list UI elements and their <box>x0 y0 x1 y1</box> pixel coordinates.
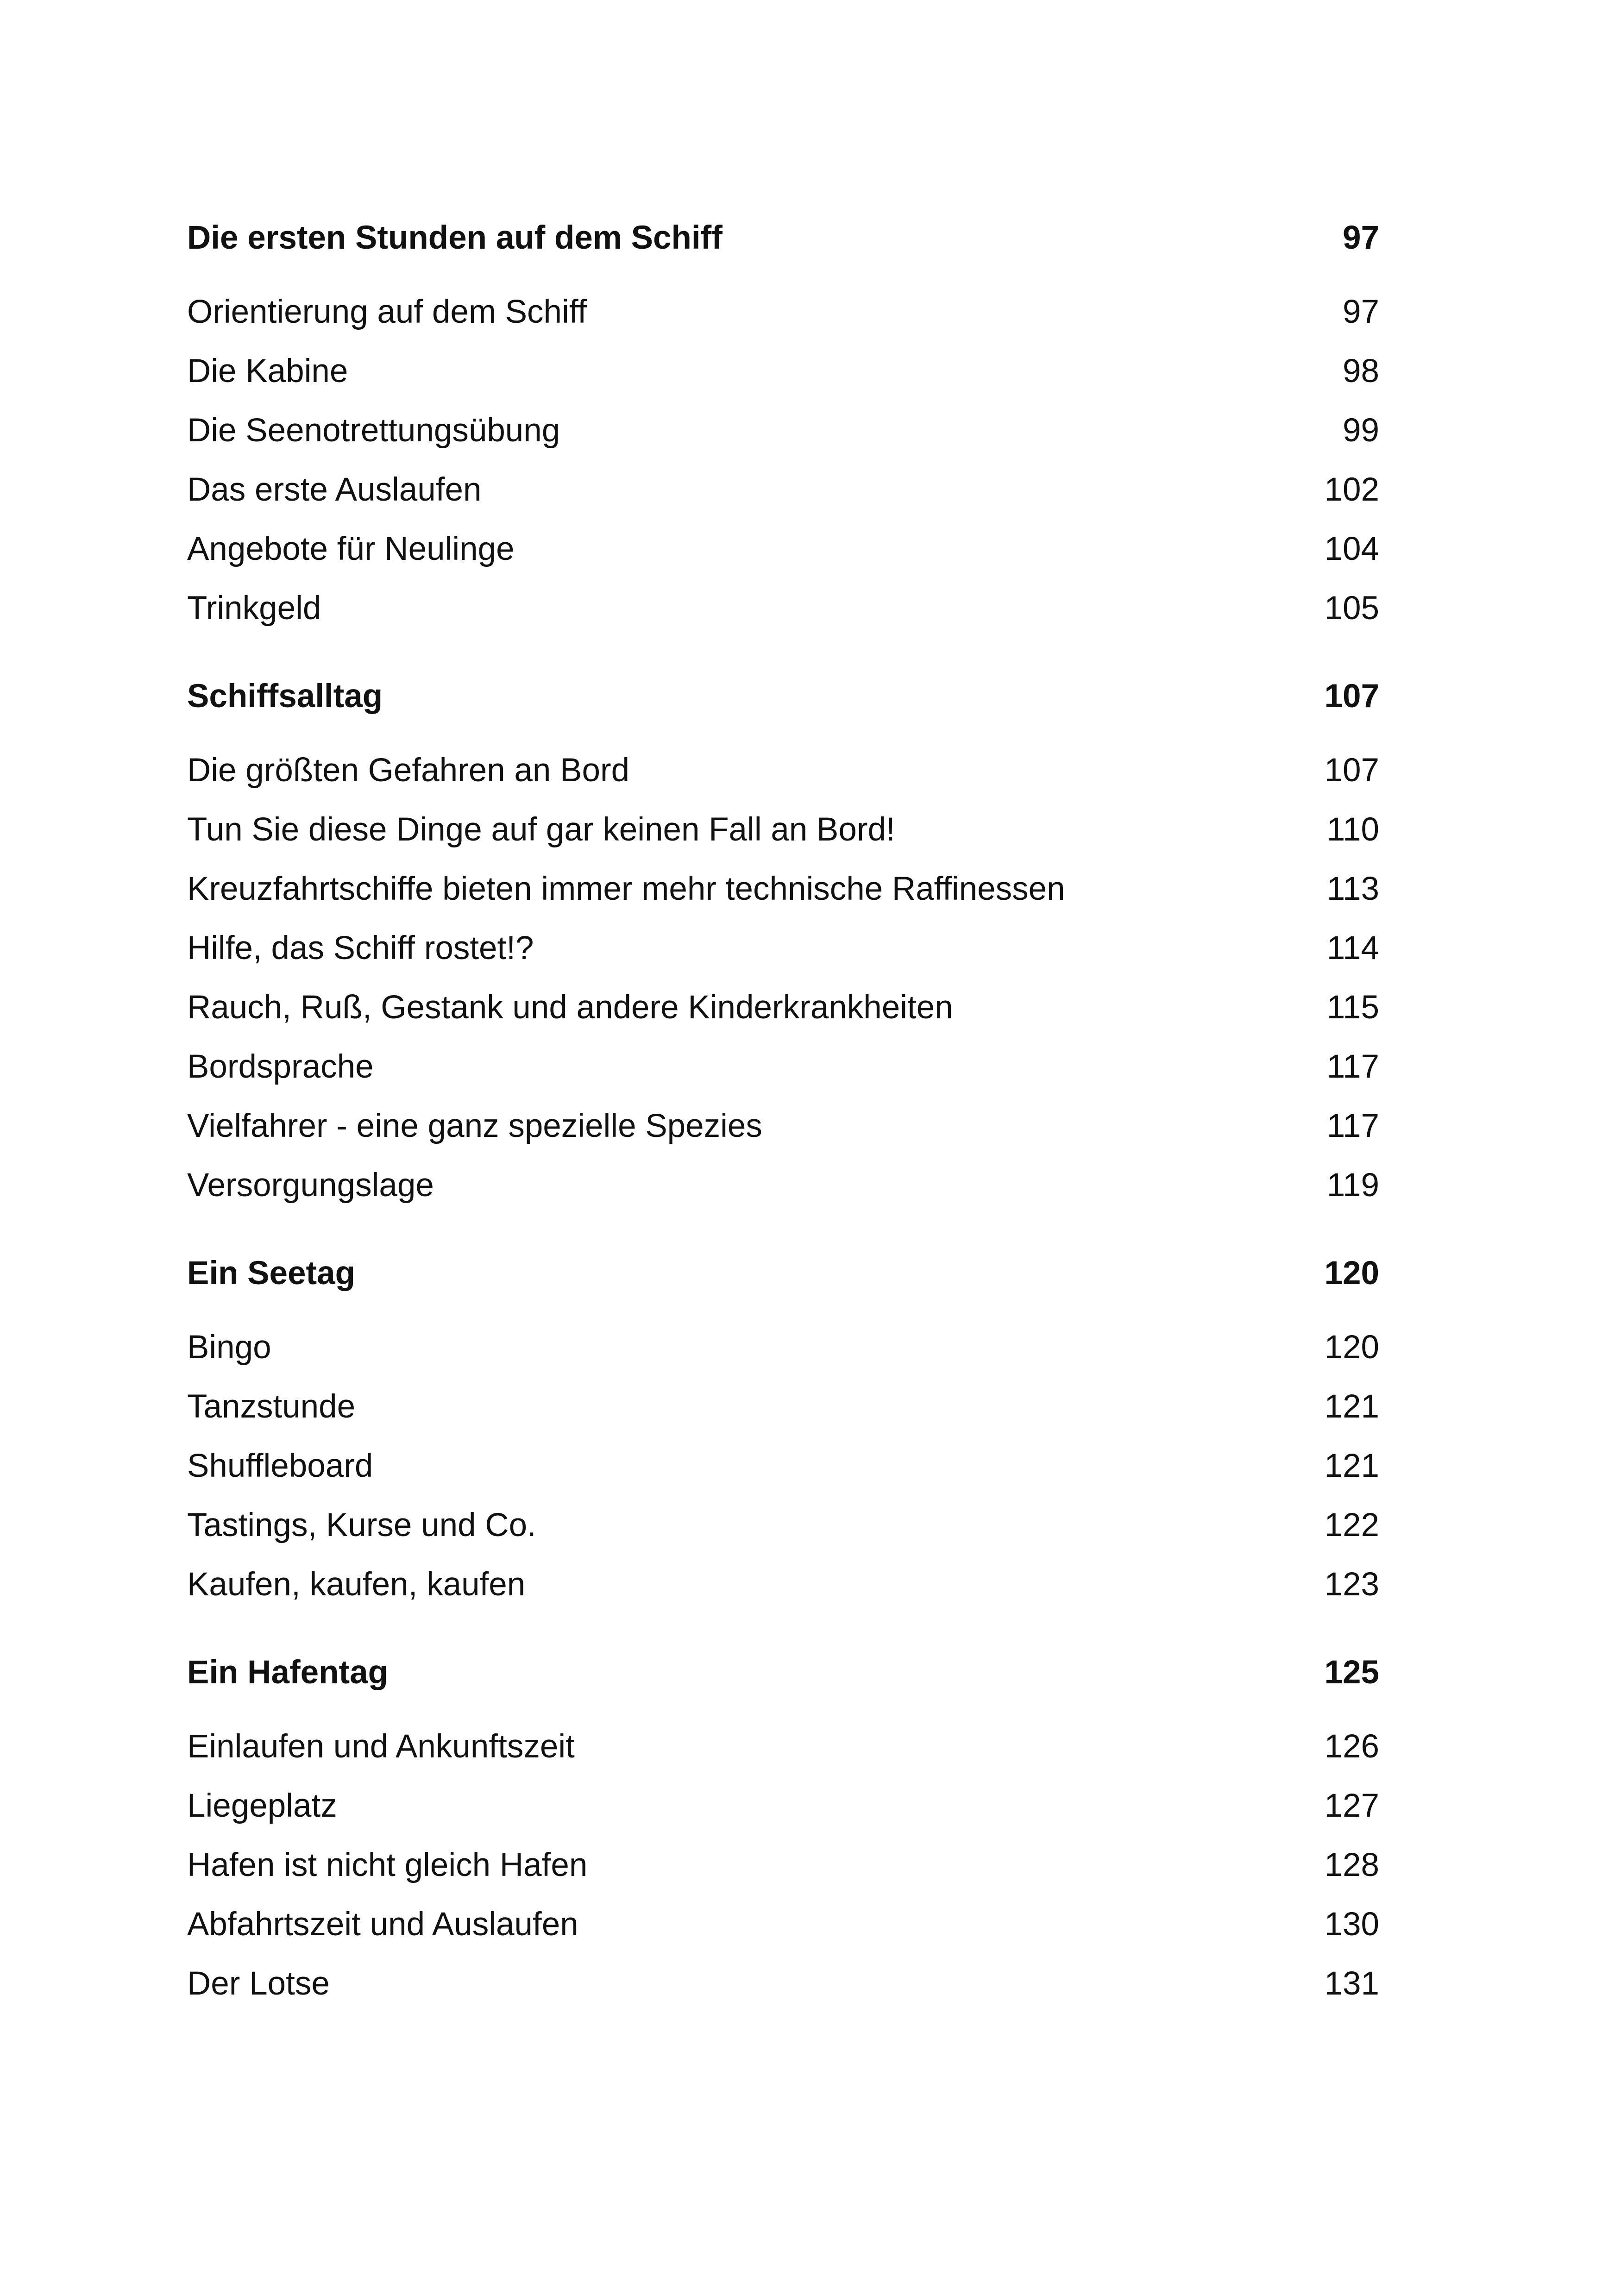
entry-page-number: 104 <box>1324 531 1379 567</box>
toc-entry <box>187 460 1379 520</box>
entry-page-number: 105 <box>1324 590 1379 627</box>
entry-page-number: 130 <box>1324 1906 1379 1943</box>
entry-title: Rauch, Ruß, Gestank und andere Kinderkrankheiten <box>187 989 953 1026</box>
toc-section <box>187 1643 1379 2014</box>
section-page-number: 120 <box>1324 1255 1379 1292</box>
entry-page-number: 120 <box>1324 1329 1379 1366</box>
toc-entry <box>187 1895 1379 1954</box>
entry-title: Kaufen, kaufen, kaufen <box>187 1566 526 1603</box>
section-title: Ein Hafentag <box>187 1654 388 1691</box>
entry-page-number: 114 <box>1326 930 1379 966</box>
entry-page-number: 122 <box>1324 1507 1379 1543</box>
entry-title: Hafen ist nicht gleich Hafen <box>187 1847 588 1883</box>
entry-page-number: 99 <box>1343 412 1379 449</box>
toc-section-heading <box>187 208 1379 268</box>
toc-entry <box>187 401 1379 460</box>
toc-entry <box>187 282 1379 342</box>
entry-title: Hilfe, das Schiff rostet!? <box>187 930 534 966</box>
entry-page-number: 98 <box>1343 353 1379 389</box>
entry-page-number: 127 <box>1324 1788 1379 1824</box>
toc-entry <box>187 1555 1379 1614</box>
entry-page-number: 131 <box>1324 1965 1379 2002</box>
section-title: Ein Seetag <box>187 1255 356 1292</box>
entry-title: Versorgungslage <box>187 1167 434 1204</box>
toc-entry <box>187 919 1379 978</box>
toc-entry <box>187 800 1379 859</box>
entry-title: Die Seenotrettungsübung <box>187 412 560 449</box>
entry-title: Trinkgeld <box>187 590 321 627</box>
toc-entry <box>187 1037 1379 1097</box>
toc-section-heading <box>187 667 1379 726</box>
table-of-contents <box>187 208 1379 2014</box>
toc-entry <box>187 1954 1379 2014</box>
toc-entry <box>187 978 1379 1037</box>
entry-title: Angebote für Neulinge <box>187 531 515 567</box>
toc-entry <box>187 520 1379 579</box>
entry-page-number: 121 <box>1324 1388 1379 1425</box>
entry-title: Tastings, Kurse und Co. <box>187 1507 536 1543</box>
entry-title: Einlaufen und Ankunftszeit <box>187 1728 575 1765</box>
entry-title: Tun Sie diese Dinge auf gar keinen Fall an Bord! <box>187 811 895 848</box>
entry-page-number: 102 <box>1324 471 1379 508</box>
entry-title: Die Kabine <box>187 353 348 389</box>
toc-entry <box>187 1377 1379 1437</box>
entry-page-number: 97 <box>1343 294 1379 330</box>
entry-page-number: 110 <box>1326 811 1379 848</box>
toc-section <box>187 667 1379 1215</box>
toc-entry <box>187 1156 1379 1215</box>
section-page-number: 97 <box>1343 220 1379 256</box>
entry-page-number: 126 <box>1324 1728 1379 1765</box>
toc-entry <box>187 741 1379 800</box>
entry-title: Das erste Auslaufen <box>187 471 482 508</box>
toc-entry <box>187 859 1379 919</box>
entry-page-number: 128 <box>1324 1847 1379 1883</box>
toc-section <box>187 1244 1379 1614</box>
entry-title: Abfahrtszeit und Auslaufen <box>187 1906 578 1943</box>
entry-title: Tanzstunde <box>187 1388 356 1425</box>
entry-page-number: 115 <box>1326 989 1379 1026</box>
entry-title: Bordsprache <box>187 1048 374 1085</box>
entry-page-number: 121 <box>1324 1448 1379 1484</box>
entry-title: Vielfahrer - eine ganz spezielle Spezies <box>187 1108 762 1144</box>
toc-section-heading <box>187 1643 1379 1702</box>
entry-title: Der Lotse <box>187 1965 330 2002</box>
toc-entry <box>187 1318 1379 1377</box>
entry-page-number: 107 <box>1324 752 1379 789</box>
toc-entry <box>187 1836 1379 1895</box>
entry-title: Kreuzfahrtschiffe bieten immer mehr technische Raffinessen <box>187 871 1065 907</box>
entry-title: Bingo <box>187 1329 271 1366</box>
entry-page-number: 117 <box>1326 1048 1379 1085</box>
toc-entry <box>187 1097 1379 1156</box>
entry-title: Orientierung auf dem Schiff <box>187 294 587 330</box>
entry-page-number: 113 <box>1326 871 1379 907</box>
entry-title: Die größten Gefahren an Bord <box>187 752 630 789</box>
section-title: Die ersten Stunden auf dem Schiff <box>187 220 723 256</box>
entry-title: Shuffleboard <box>187 1448 373 1484</box>
toc-entry <box>187 1717 1379 1776</box>
entry-page-number: 117 <box>1326 1108 1379 1144</box>
section-page-number: 107 <box>1324 678 1379 715</box>
toc-entry <box>187 579 1379 638</box>
toc-entry <box>187 1776 1379 1836</box>
toc-entry <box>187 1437 1379 1496</box>
toc-entry <box>187 342 1379 401</box>
section-page-number: 125 <box>1324 1654 1379 1691</box>
entry-page-number: 123 <box>1324 1566 1379 1603</box>
toc-section-heading <box>187 1244 1379 1303</box>
entry-page-number: 119 <box>1326 1167 1379 1204</box>
toc-section <box>187 208 1379 638</box>
section-title: Schiffsalltag <box>187 678 383 715</box>
toc-entry <box>187 1496 1379 1555</box>
entry-title: Liegeplatz <box>187 1788 337 1824</box>
